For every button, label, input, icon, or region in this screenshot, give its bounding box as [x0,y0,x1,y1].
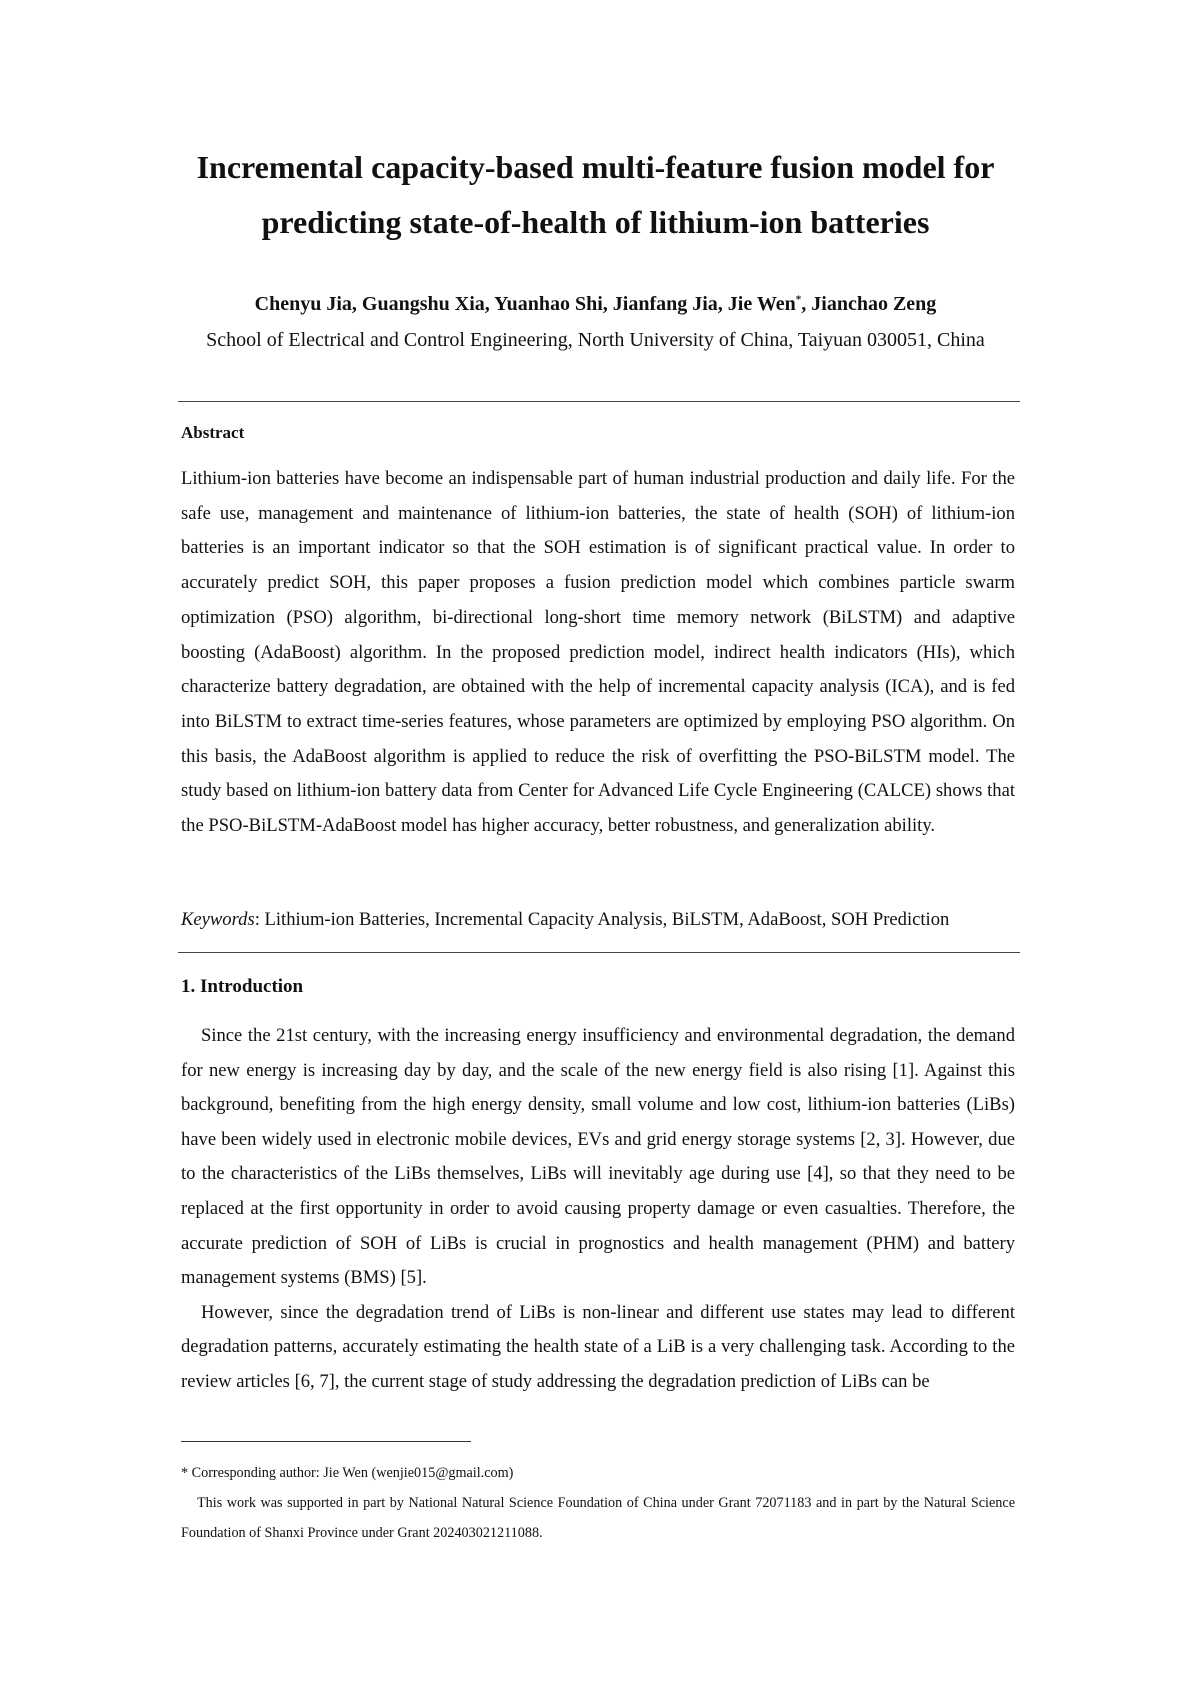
footnotes [181,1458,1015,1548]
footnote-rule [181,1441,471,1442]
corresponding-author-note: * Corresponding author: Jie Wen (wenjie015@gmail.com) [181,1465,514,1481]
title-line-1: Incremental capacity-based multi-feature fusion model for [196,149,995,185]
introduction-paragraph-1: Since the 21st century, with the increasing energy insufficiency and environmental degradation, the demand for new energy is increasing day by day, and the scale of the new energy field is also rising [1]. Against this background, benefiting from the high energy density, small volume and low cost, lithium-ion batteries (LiBs) have been widely used in electronic mobile devices, EVs and grid energy storage systems [2, 3]. However, due to the characteristics of the LiBs themselves, LiBs will inevitably age during use [4], so that they need to be replaced at the first opportunity in order to avoid causing property damage or even casualties. Therefore, the accurate prediction of SOH of LiBs is crucial in prognostics and health management (PHM) and battery management systems (BMS) [5]. [181,1025,1015,1289]
keywords-label: Keywords [181,909,255,930]
funding-note: This work was supported in part by National Natural Science Foundation of China under Grant 72071183 and in part by the Natural Science Foundation of Shanxi Province under Grant 202403021211088. [181,1495,1015,1541]
introduction-body [181,1019,1015,1400]
introduction-heading: 1. Introduction [181,976,304,997]
title-line-2: predicting state-of-health of lithium-ion batteries [261,204,930,240]
author-names-tail: , Jianchao Zeng [801,293,937,315]
abstract-heading: Abstract [181,423,245,442]
keywords-list: : Lithium-ion Batteries, Incremental Capacity Analysis, BiLSTM, AdaBoost, SOH Prediction [254,909,950,930]
keywords [181,906,1015,934]
affiliation: School of Electrical and Control Engineering, North University of China, Taiyuan 030051, China [206,329,985,351]
corresponding-author-mark: * [795,293,802,306]
author-names: Chenyu Jia, Guangshu Xia, Yuanhao Shi, Jianfang Jia, Jie Wen [254,293,796,315]
abstract-bottom-rule [178,952,1020,953]
author-list [120,290,1071,318]
abstract-top-rule [178,401,1020,402]
abstract-text: Lithium-ion batteries have become an indispensable part of human industrial production and daily life. For the safe use, management and maintenance of lithium-ion batteries, the state of health (SOH) of lithium-ion batteries is an important indicator so that the SOH estimation is of significant practical value. In order to accurately predict SOH, this paper proposes a fusion prediction model which combines particle swarm optimization (PSO) algorithm, bi-directional long-short time memory network (BiLSTM) and adaptive boosting (AdaBoost) algorithm. In the proposed prediction model, indirect health indicators (HIs), which characterize battery degradation, are obtained with the help of incremental capacity analysis (ICA), and is fed into BiLSTM to extract time-series features, whose parameters are optimized by employing PSO algorithm. On this basis, the AdaBoost algorithm is applied to reduce the risk of overfitting the PSO-BiLSTM model. The study based on lithium-ion battery data from Center for Advanced Life Cycle Engineering (CALCE) shows that the PSO-BiLSTM-AdaBoost model has higher accuracy, better robustness, and generalization ability. [181,468,1015,837]
introduction-paragraph-2: However, since the degradation trend of LiBs is non-linear and different use states may lead to different degradation patterns, accurately estimating the health state of a LiB is a very challenging task. According to the review articles [6, 7], the current stage of study addressing the degradation prediction of LiBs can be [181,1301,1015,1392]
paper-title [120,140,1071,250]
